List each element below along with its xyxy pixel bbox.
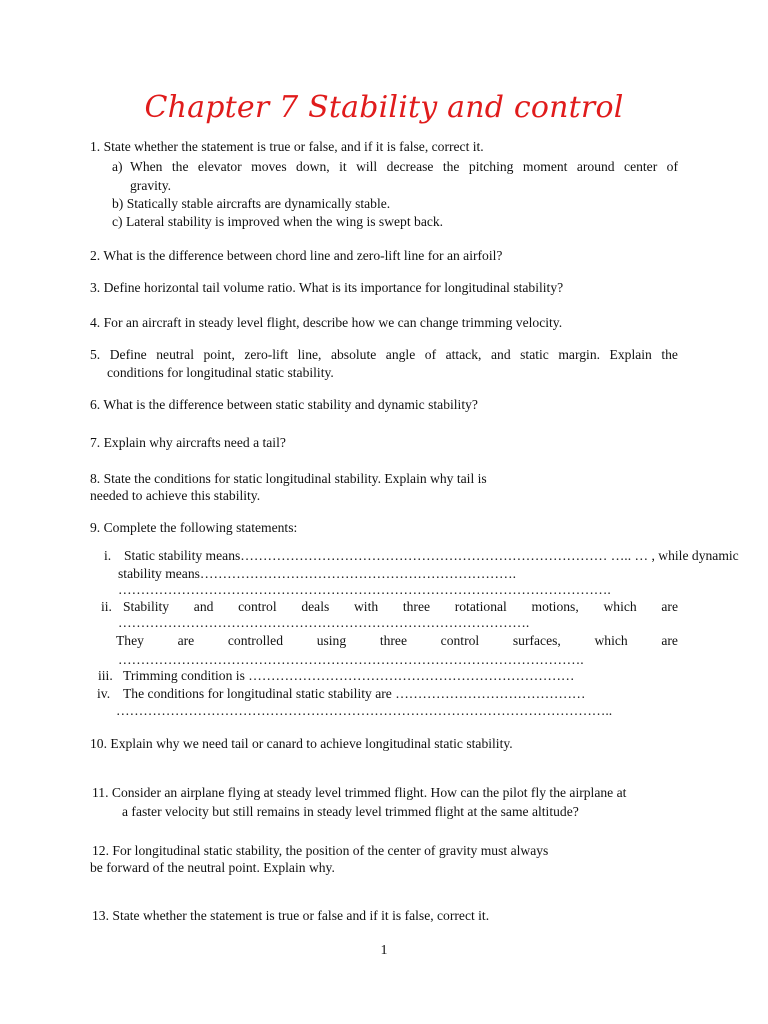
q9-ii-line1-word: and <box>193 599 214 614</box>
q1-a-word: moment <box>522 159 568 174</box>
q5-word: point, <box>203 347 235 362</box>
q1-a-word: decrease <box>386 159 434 174</box>
q1-stem: 1. State whether the statement is true or false, and if it is false, correct it. <box>90 139 484 154</box>
q11-line2: a faster velocity but still remains in steady level trimmed flight at the same altitude? <box>122 804 579 819</box>
q9-ii-line3-word: surfaces, <box>512 633 561 648</box>
q1-c: c) Lateral stability is improved when the wing is swept back. <box>112 214 444 229</box>
q9-ii-line3-word: three <box>379 633 407 648</box>
q1-a-word: When <box>130 159 163 174</box>
q9-ii-line1-word: three <box>402 599 431 614</box>
q5-line1 <box>90 346 678 363</box>
q9-iii-line: Trimming condition is ……………………………………………………………… <box>123 668 575 683</box>
q9-ii-line1-word: Stability <box>123 599 170 614</box>
q9-ii-line3 <box>116 632 678 649</box>
q5-word: zero-lift <box>244 347 289 362</box>
q5-word: 5. <box>90 347 101 362</box>
q5-word: neutral <box>156 347 194 362</box>
q9-ii-label: ii. <box>101 599 112 614</box>
q5-word: static <box>520 347 549 362</box>
q9-ii-line3-word: control <box>440 633 480 648</box>
q9-ii-line4: …………………………………………………………………………………………. <box>118 652 584 667</box>
q5-word: attack, <box>445 347 482 362</box>
q1-b: b) Statically stable aircrafts are dynamically stable. <box>112 196 391 211</box>
chapter-title: Chapter 7 Stability and control <box>144 90 624 125</box>
q9-ii-line3-word: are <box>177 633 195 648</box>
page-number: 1 <box>380 943 388 958</box>
q9-ii-line1-word: control <box>238 599 277 614</box>
q1-a-word: it <box>339 159 347 174</box>
q10: 10. Explain why we need tail or canard to achieve longitudinal static stability. <box>90 736 513 751</box>
q1-a-word: elevator <box>197 159 242 174</box>
q9-ii-line3-word: using <box>316 633 347 648</box>
q7: 7. Explain why aircrafts need a tail? <box>90 435 286 450</box>
q9-ii-line2: ………………………………………………………………………………. <box>118 615 530 630</box>
q9-i-line3: ………………………………………………………………………………………………. <box>118 582 611 597</box>
q1-a-word: the <box>171 159 189 174</box>
q1-a-word: pitching <box>468 159 514 174</box>
q9-iv-line1: The conditions for longitudinal static stability are …………………………………… <box>123 686 586 701</box>
q5-word: margin. <box>558 347 601 362</box>
q9-i-label: i. <box>104 548 112 563</box>
q1-a-line1 <box>130 158 678 175</box>
q8-line2: needed to achieve this stability. <box>90 488 261 503</box>
q1-a-word: will <box>356 159 378 174</box>
q9-iii-label: iii. <box>98 668 113 683</box>
q13: 13. State whether the statement is true or false and if it is false, correct it. <box>92 908 490 923</box>
q1-a-line2: gravity. <box>130 178 172 193</box>
q5-word: of <box>424 347 437 362</box>
q5-word: angle <box>385 347 416 362</box>
q9-iv-line2: ……………………………………………………………………………………………….. <box>116 703 613 718</box>
q1-a-word: moves <box>251 159 287 174</box>
q1-a-word: around <box>576 159 615 174</box>
q9-ii-line1 <box>123 598 678 615</box>
q12-line2: be forward of the neutral point. Explain why. <box>90 860 335 875</box>
q2: 2. What is the difference between chord line and zero-lift line for an airfoil? <box>90 248 503 263</box>
q1-a-word: center <box>624 159 658 174</box>
q5-word: the <box>661 347 678 362</box>
q5-word: Explain <box>609 347 652 362</box>
q1-a-word: of <box>666 159 678 174</box>
q6: 6. What is the difference between static stability and dynamic stability? <box>90 397 478 412</box>
q9-ii-line1-word: motions, <box>531 599 579 614</box>
q5-word: line, <box>297 347 322 362</box>
q4: 4. For an aircraft in steady level flight, describe how we can change trimming velocity. <box>90 315 563 330</box>
q9-ii-line1-word: are <box>661 599 678 614</box>
q5-word: Define <box>109 347 147 362</box>
q1-a-word: the <box>442 159 460 174</box>
q9-ii-line3-word: They <box>116 633 144 648</box>
q5-word: absolute <box>330 347 377 362</box>
q9-ii-line3-word: controlled <box>227 633 284 648</box>
q12-line1: 12. For longitudinal static stability, the position of the center of gravity must always <box>92 843 549 858</box>
q9-ii-line1-word: which <box>603 599 637 614</box>
q9-ii-line3-word: which <box>594 633 628 648</box>
q3: 3. Define horizontal tail volume ratio. What is its importance for longitudinal stability? <box>90 280 564 295</box>
q9-ii-line3-word: are <box>661 633 678 648</box>
q5-line2: conditions for longitudinal static stability. <box>107 365 334 380</box>
q1-a-label: a) <box>112 159 123 174</box>
q9-ii-line1-word: rotational <box>454 599 507 614</box>
q11-line1: 11. Consider an airplane flying at steady level trimmed flight. How can the pilot fly the airplane at <box>92 785 627 800</box>
q9-i-line1: Static stability means……………………………………………………………………… ….. … , while dynamic <box>124 548 739 563</box>
q9-ii-line1-word: deals <box>301 599 330 614</box>
q9-ii-line1-word: with <box>353 599 379 614</box>
q9-i-line2: stability means……………………………………………………………. <box>118 566 516 581</box>
q8-line1: 8. State the conditions for static longitudinal stability. Explain why tail is <box>90 471 487 486</box>
q1-a-word: down, <box>296 159 330 174</box>
q9-stem: 9. Complete the following statements: <box>90 520 298 535</box>
q5-word: and <box>490 347 511 362</box>
q9-iv-label: iv. <box>97 686 111 701</box>
